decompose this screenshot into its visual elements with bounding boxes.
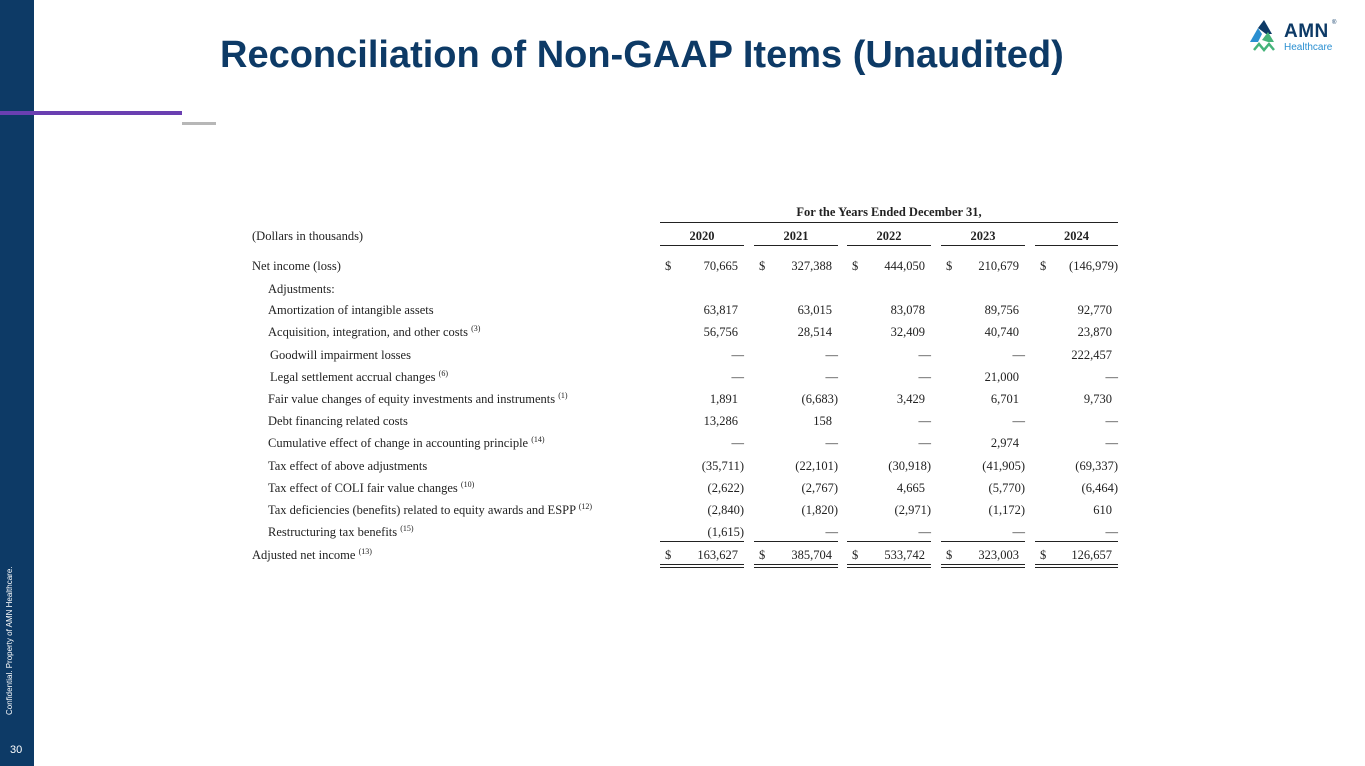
- table-cell: 28,514: [797, 325, 832, 339]
- table-cell: (69,337): [1075, 459, 1118, 473]
- currency-symbol: $: [665, 548, 672, 562]
- row-label: Tax effect of COLI fair value changes $^{(10)}$: [268, 480, 475, 495]
- slide-title: Reconciliation of Non-GAAP Items (Unaudited): [220, 34, 1064, 76]
- table-cell: (2,840): [707, 503, 744, 517]
- table-cell: —: [731, 348, 744, 362]
- currency-symbol: $: [946, 548, 953, 562]
- table-cell: 40,740: [984, 325, 1019, 339]
- table-cell: 23,870: [1077, 325, 1112, 339]
- table-cell: 2,974: [990, 436, 1019, 450]
- table-cell: —: [1105, 414, 1118, 428]
- logo-wordmark: AMN: [1284, 21, 1329, 42]
- year-header-rule: [1035, 245, 1118, 246]
- table-cell: 158: [813, 414, 832, 428]
- double-rule-bottom: [754, 567, 838, 568]
- row-label: Acquisition, integration, and other costs $^{(3)}$: [268, 324, 481, 339]
- table-cell: (35,711): [701, 459, 744, 473]
- row-label: Debt financing related costs: [268, 414, 408, 428]
- double-rule-bottom: [1035, 567, 1118, 568]
- table-cell: 222,457: [1071, 348, 1112, 362]
- table-cell: 89,756: [984, 303, 1019, 317]
- row-label: Adjusted net income $^{(13)}$: [252, 547, 372, 562]
- table-cell: (1,172): [988, 503, 1025, 517]
- period-header-rule: [660, 222, 1118, 223]
- table-cell: —: [918, 525, 931, 539]
- subtotal-rule: [1035, 541, 1118, 542]
- table-cell: 610: [1093, 503, 1112, 517]
- table-cell: (6,683): [801, 392, 838, 406]
- row-label: Tax effect of above adjustments: [268, 459, 428, 473]
- footnote-ref: (12): [578, 502, 593, 511]
- table-cell: 63,015: [797, 303, 832, 317]
- table-cell: (5,770): [988, 481, 1025, 495]
- table-cell: (2,767): [801, 481, 838, 495]
- table-cell: —: [825, 348, 838, 362]
- row-label: Restructuring tax benefits $^{(15)}$: [268, 524, 414, 539]
- table-cell: (146,979): [1069, 259, 1118, 273]
- table-cell: (41,905): [982, 459, 1025, 473]
- table-cell: 92,770: [1077, 303, 1112, 317]
- table-cell: (6,464): [1081, 481, 1118, 495]
- table-cell: (1,615): [707, 525, 744, 539]
- currency-symbol: $: [852, 259, 859, 273]
- subtotal-rule: [941, 541, 1025, 542]
- currency-symbol: $: [759, 548, 766, 562]
- table-cell: (30,918): [888, 459, 931, 473]
- table-cell: —: [1105, 436, 1118, 450]
- table-cell: 13,286: [703, 414, 738, 428]
- confidential-notice: Confidential. Property of AMN Healthcare.: [5, 566, 14, 715]
- table-cell: —: [918, 348, 931, 362]
- table-cell: —: [825, 370, 838, 384]
- table-cell: —: [918, 370, 931, 384]
- table-cell: 323,003: [978, 548, 1019, 562]
- table-cell: —: [1012, 414, 1025, 428]
- currency-symbol: $: [665, 259, 672, 273]
- logo-registered-mark: ®: [1332, 20, 1337, 26]
- table-cell: (2,622): [707, 481, 744, 495]
- footnote-ref: (15): [400, 524, 414, 533]
- table-cell: —: [825, 436, 838, 450]
- table-cell: —: [825, 525, 838, 539]
- footnote-ref: (3): [471, 324, 481, 333]
- table-cell: —: [1105, 370, 1118, 384]
- table-cell: —: [918, 414, 931, 428]
- table-cell: 3,429: [896, 392, 925, 406]
- row-label: Goodwill impairment losses: [270, 348, 411, 362]
- units-label: (Dollars in thousands): [252, 229, 364, 243]
- table-cell: —: [1105, 525, 1118, 539]
- table-cell: 1,891: [709, 392, 738, 406]
- year-header-2020: 2020: [689, 229, 715, 243]
- table-cell: 210,679: [978, 259, 1019, 273]
- footnote-ref: (13): [358, 547, 372, 556]
- currency-symbol: $: [852, 548, 859, 562]
- table-cell: 444,050: [884, 259, 925, 273]
- row-label: Tax deficiencies (benefits) related to equity awards and ESPP $^{(12)}$: [268, 502, 593, 517]
- table-cell: 63,817: [703, 303, 738, 317]
- table-cell: —: [918, 436, 931, 450]
- year-header-rule: [941, 245, 1025, 246]
- table-cell: 70,665: [703, 259, 738, 273]
- double-rule-top: [941, 564, 1025, 565]
- table-cell: 21,000: [984, 370, 1019, 384]
- table-cell: 385,704: [791, 548, 832, 562]
- double-rule-top: [1035, 564, 1118, 565]
- footnote-ref: (6): [438, 369, 448, 378]
- year-header-2022: 2022: [876, 229, 902, 243]
- year-header-rule: [660, 245, 744, 246]
- row-label: Fair value changes of equity investments and instruments $^{(1)}$: [268, 391, 568, 406]
- table-cell: 4,665: [896, 481, 925, 495]
- subtotal-rule: [660, 541, 744, 542]
- currency-symbol: $: [946, 259, 953, 273]
- table-cell: 56,756: [703, 325, 738, 339]
- table-cell: (2,971): [894, 503, 931, 517]
- table-cell: 9,730: [1083, 392, 1112, 406]
- page-number: 30: [10, 744, 23, 756]
- footnote-ref: (1): [558, 391, 568, 400]
- table-cell: 83,078: [890, 303, 925, 317]
- table-cell: —: [731, 370, 744, 384]
- row-label: Net income (loss): [252, 259, 341, 273]
- row-label: Adjustments:: [268, 282, 335, 296]
- year-header-2023: 2023: [970, 229, 996, 243]
- footnote-ref: (10): [460, 480, 475, 489]
- year-header-rule: [754, 245, 838, 246]
- subtotal-rule: [847, 541, 931, 542]
- double-rule-top: [754, 564, 838, 565]
- year-header-2024: 2024: [1064, 229, 1089, 243]
- subtotal-rule: [754, 541, 838, 542]
- double-rule-bottom: [847, 567, 931, 568]
- logo-subtitle: Healthcare: [1284, 42, 1333, 53]
- double-rule-bottom: [941, 567, 1025, 568]
- table-cell: —: [1012, 525, 1025, 539]
- year-header-2021: 2021: [783, 229, 809, 243]
- table-cell: —: [1012, 348, 1025, 362]
- currency-symbol: $: [1040, 548, 1047, 562]
- double-rule-top: [660, 564, 744, 565]
- table-cell: 163,627: [697, 548, 738, 562]
- currency-symbol: $: [759, 259, 766, 273]
- row-label: Cumulative effect of change in accounting principle $^{(14)}$: [268, 435, 545, 450]
- table-cell: 533,742: [884, 548, 925, 562]
- table-cell: 126,657: [1071, 548, 1112, 562]
- table-cell: (1,820): [801, 503, 838, 517]
- table-cell: 6,701: [990, 392, 1019, 406]
- double-rule-top: [847, 564, 931, 565]
- footnote-ref: (14): [531, 435, 545, 444]
- row-label: Legal settlement accrual changes $^{(6)}$: [270, 369, 448, 384]
- double-rule-bottom: [660, 567, 744, 568]
- table-cell: (22,101): [795, 459, 838, 473]
- period-header: For the Years Ended December 31,: [796, 205, 982, 219]
- row-label: Amortization of intangible assets: [268, 303, 434, 317]
- year-header-rule: [847, 245, 931, 246]
- table-cell: —: [731, 436, 744, 450]
- currency-symbol: $: [1040, 259, 1047, 273]
- table-cell: 327,388: [791, 259, 832, 273]
- table-cell: 32,409: [890, 325, 925, 339]
